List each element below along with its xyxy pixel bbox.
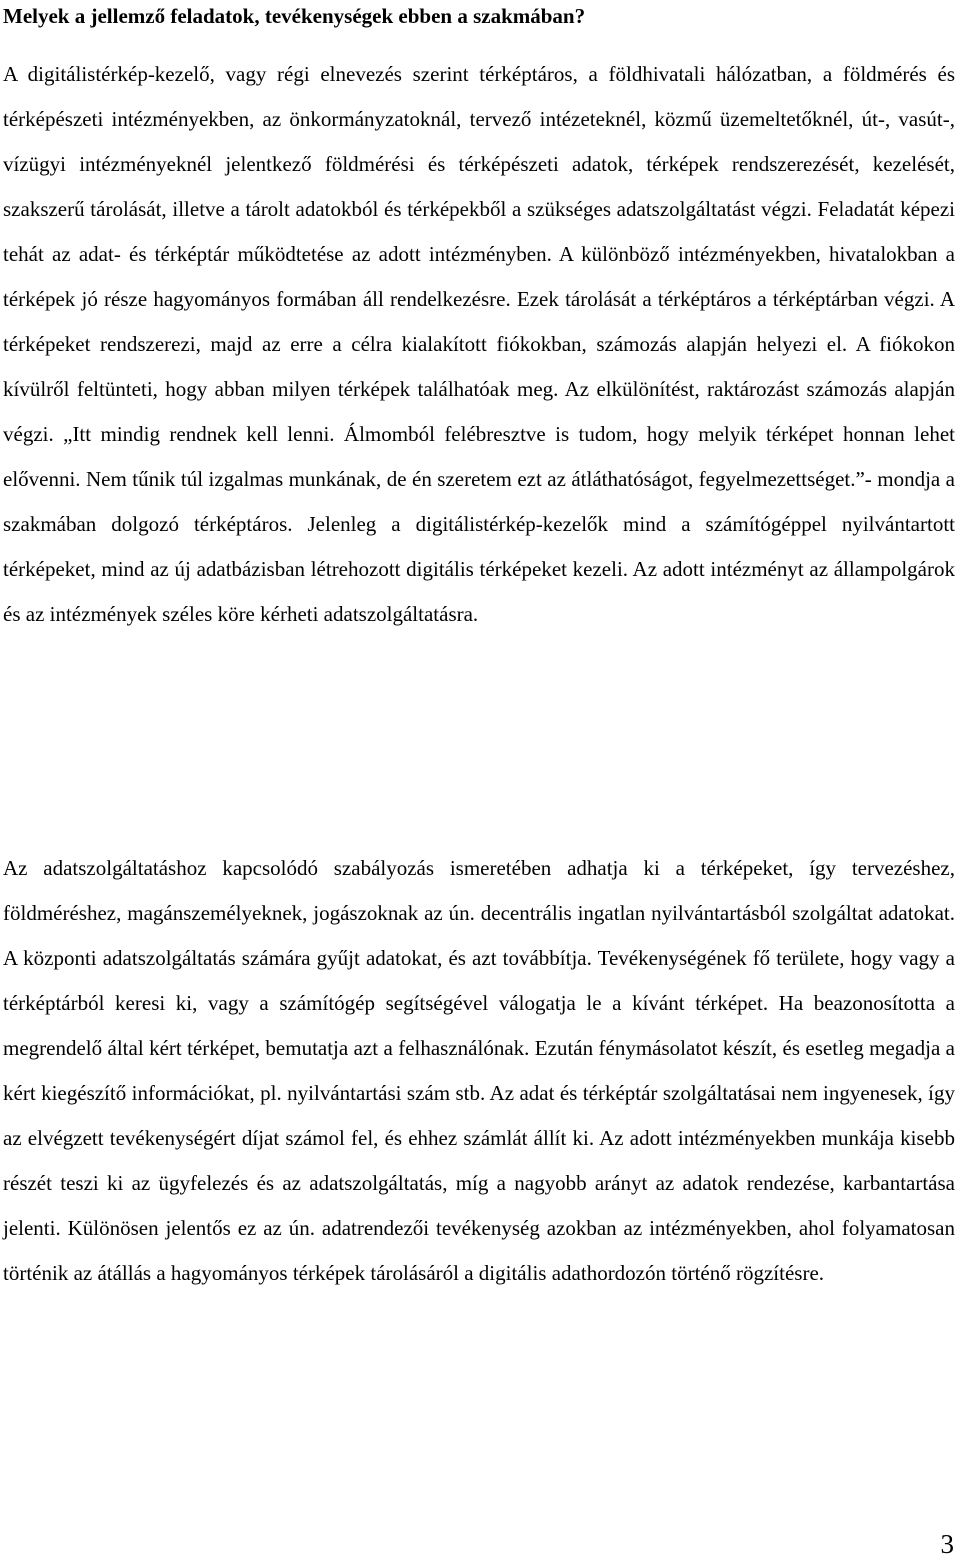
page-number: 3 <box>940 1529 954 1559</box>
paragraph-1: A digitálistérkép-kezelő, vagy régi elnevezés szerint térképtáros, a földhivatali hálózatban, a földmérés és térképészeti intézményekben, az önkormányzatoknál, tervező intézeteknél, közmű üzemeltetőknél, út-, vasút-, vízügyi intézményeknél jelentkező földmérési és térképészeti adatok, térképek rendszerezését, kezelését, szakszerű tárolását, illetve a tárolt adatokból és térképekből a szükséges adatszolgáltatást végzi. Feladatát képezi tehát az adat- és térképtár működtetése az adott intézményben. A különböző intézményekben, hivatalokban a térképek jó része hagyományos formában áll rendelkezésre. Ezek tárolását a térképtáros a térképtárban végzi. A térképeket rendszerezi, majd az erre a célra kialakított fiókokban, számozás alapján helyezi el. A fiókokon kívülről feltünteti, hogy abban milyen térképek találhatóak meg. Az elkülönítést, raktározást számozás alapján végzi. „Itt mindig rendnek kell lenni. Álmomból felébresztve is tudom, hogy melyik térképet honnan lehet elővenni. Nem tűnik túl izgalmas munkának, de én szeretem ezt az átláthatóságot, fegyelmezettséget.”- mondja a szakmában dolgozó térképtáros. Jelenleg a digitálistérkép-kezelők mind a számítógéppel nyilvántartott térképeket, mind az új adatbázisban létrehozott digitális térképeket kezeli. Az adott intézményt az állampolgárok és az intézmények széles köre kérheti adatszolgáltatásra. <box>3 62 955 626</box>
paragraph-2: Az adatszolgáltatáshoz kapcsolódó szabályozás ismeretében adhatja ki a térképeket, így tervezéshez, földméréshez, magánszemélyeknek, jogászoknak az ún. decentrális ingatlan nyilvántartásból szolgáltat adatokat. A központi adatszolgáltatás számára gyűjt adatokat, és azt továbbítja. Tevékenységének fő területe, hogy vagy a térképtárból keresi ki, vagy a számítógép segítségével válogatja le a kívánt térképet. Ha beazonosította a megrendelő által kért térképet, bemutatja azt a felhasználónak. Ezután fénymásolatot készít, és esetleg megadja a kért kiegészítő információkat, pl. nyilvántartási szám stb. Az adat és térképtár szolgáltatásai nem ingyenesek, így az elvégzett tevékenységért díjat számol fel, és ehhez számlát állít ki. Az adott intézményekben munkája kisebb részét teszi ki az ügyfelezés és az adatszolgáltatás, míg a nagyobb arányt az adatok rendezése, karbantartása jelenti. Különösen jelentős ez az ún. adatrendezői tevékenység azokban az intézményekben, ahol folyamatosan történik az átállás a hagyományos térképek tárolásáról a digitális adathordozón történő rögzítésre. <box>3 856 955 1285</box>
section-heading: Melyek a jellemző feladatok, tevékenységek ebben a szakmában? <box>3 4 586 28</box>
